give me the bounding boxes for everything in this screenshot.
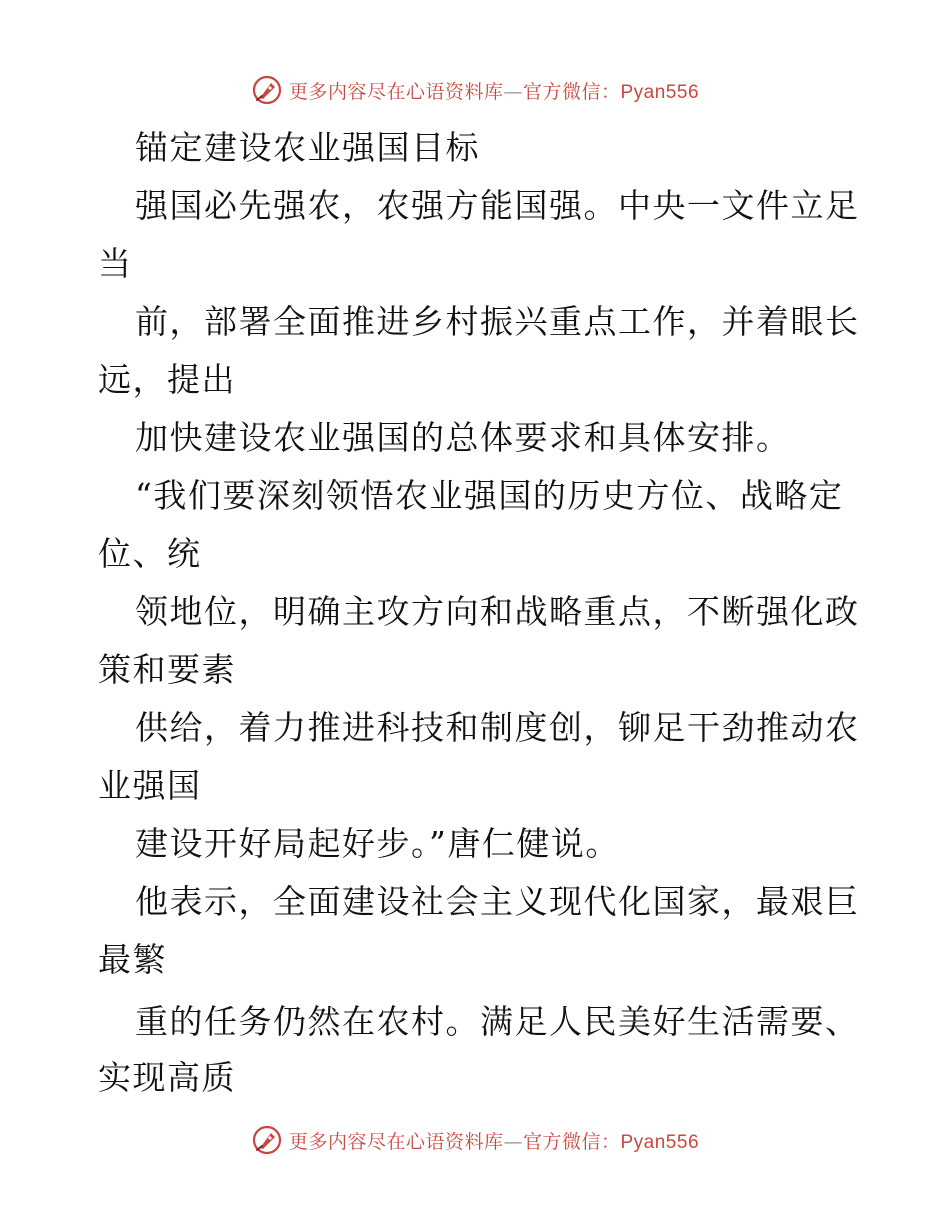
watermark-separator: —	[503, 80, 523, 103]
watermark-label: 官方微信：	[522, 80, 621, 103]
watermark-brand: 更多内容尽在心语资料库	[288, 1130, 504, 1153]
body-line-9: 领地位，明确主攻方向和战略重点，不断强化政	[135, 592, 860, 631]
body-line-2: 强国必先强农，农强方能国强。中央一文件立足	[135, 186, 860, 225]
body-line-4: 前，部署全面推进乡村振兴重点工作，并着眼长	[135, 302, 860, 341]
watermark-brand: 更多内容尽在心语资料库	[288, 80, 504, 103]
watermark-text	[289, 1127, 699, 1154]
watermark-account: Pyan556	[620, 1131, 700, 1153]
body-line-10: 策和要素	[98, 650, 236, 689]
body-line-1: 锚定建设农业强国目标	[135, 128, 480, 167]
watermark-separator: —	[503, 1130, 523, 1153]
body-line-3: 当	[98, 244, 133, 283]
body-line-17: 实现高质	[98, 1058, 236, 1097]
watermark-label: 官方微信：	[522, 1130, 621, 1153]
body-line-12: 业强国	[98, 766, 202, 805]
body-line-16: 重的任务仍然在农村。满足人民美好生活需要、	[135, 1002, 860, 1041]
body-line-5: 远，提出	[98, 360, 236, 399]
body-line-13: 建设开好局起好步。”唐仁健说。	[135, 824, 620, 863]
body-line-14: 他表示，全面建设社会主义现代化国家，最艰巨	[135, 882, 860, 921]
footer-watermark	[0, 1120, 950, 1160]
body-line-7: “我们要深刻领悟农业强国的历史方位、战略定	[135, 476, 844, 515]
body-line-8: 位、统	[98, 534, 202, 573]
body-line-6: 加快建设农业强国的总体要求和具体安排。	[135, 418, 791, 457]
pen-nib-logo-icon	[251, 1124, 283, 1156]
body-line-11: 供给，着力推进科技和制度创，铆足干劲推动农	[135, 708, 860, 747]
document-body	[98, 0, 878, 1230]
body-line-15: 最繁	[98, 940, 167, 979]
watermark-account: Pyan556	[620, 81, 700, 103]
